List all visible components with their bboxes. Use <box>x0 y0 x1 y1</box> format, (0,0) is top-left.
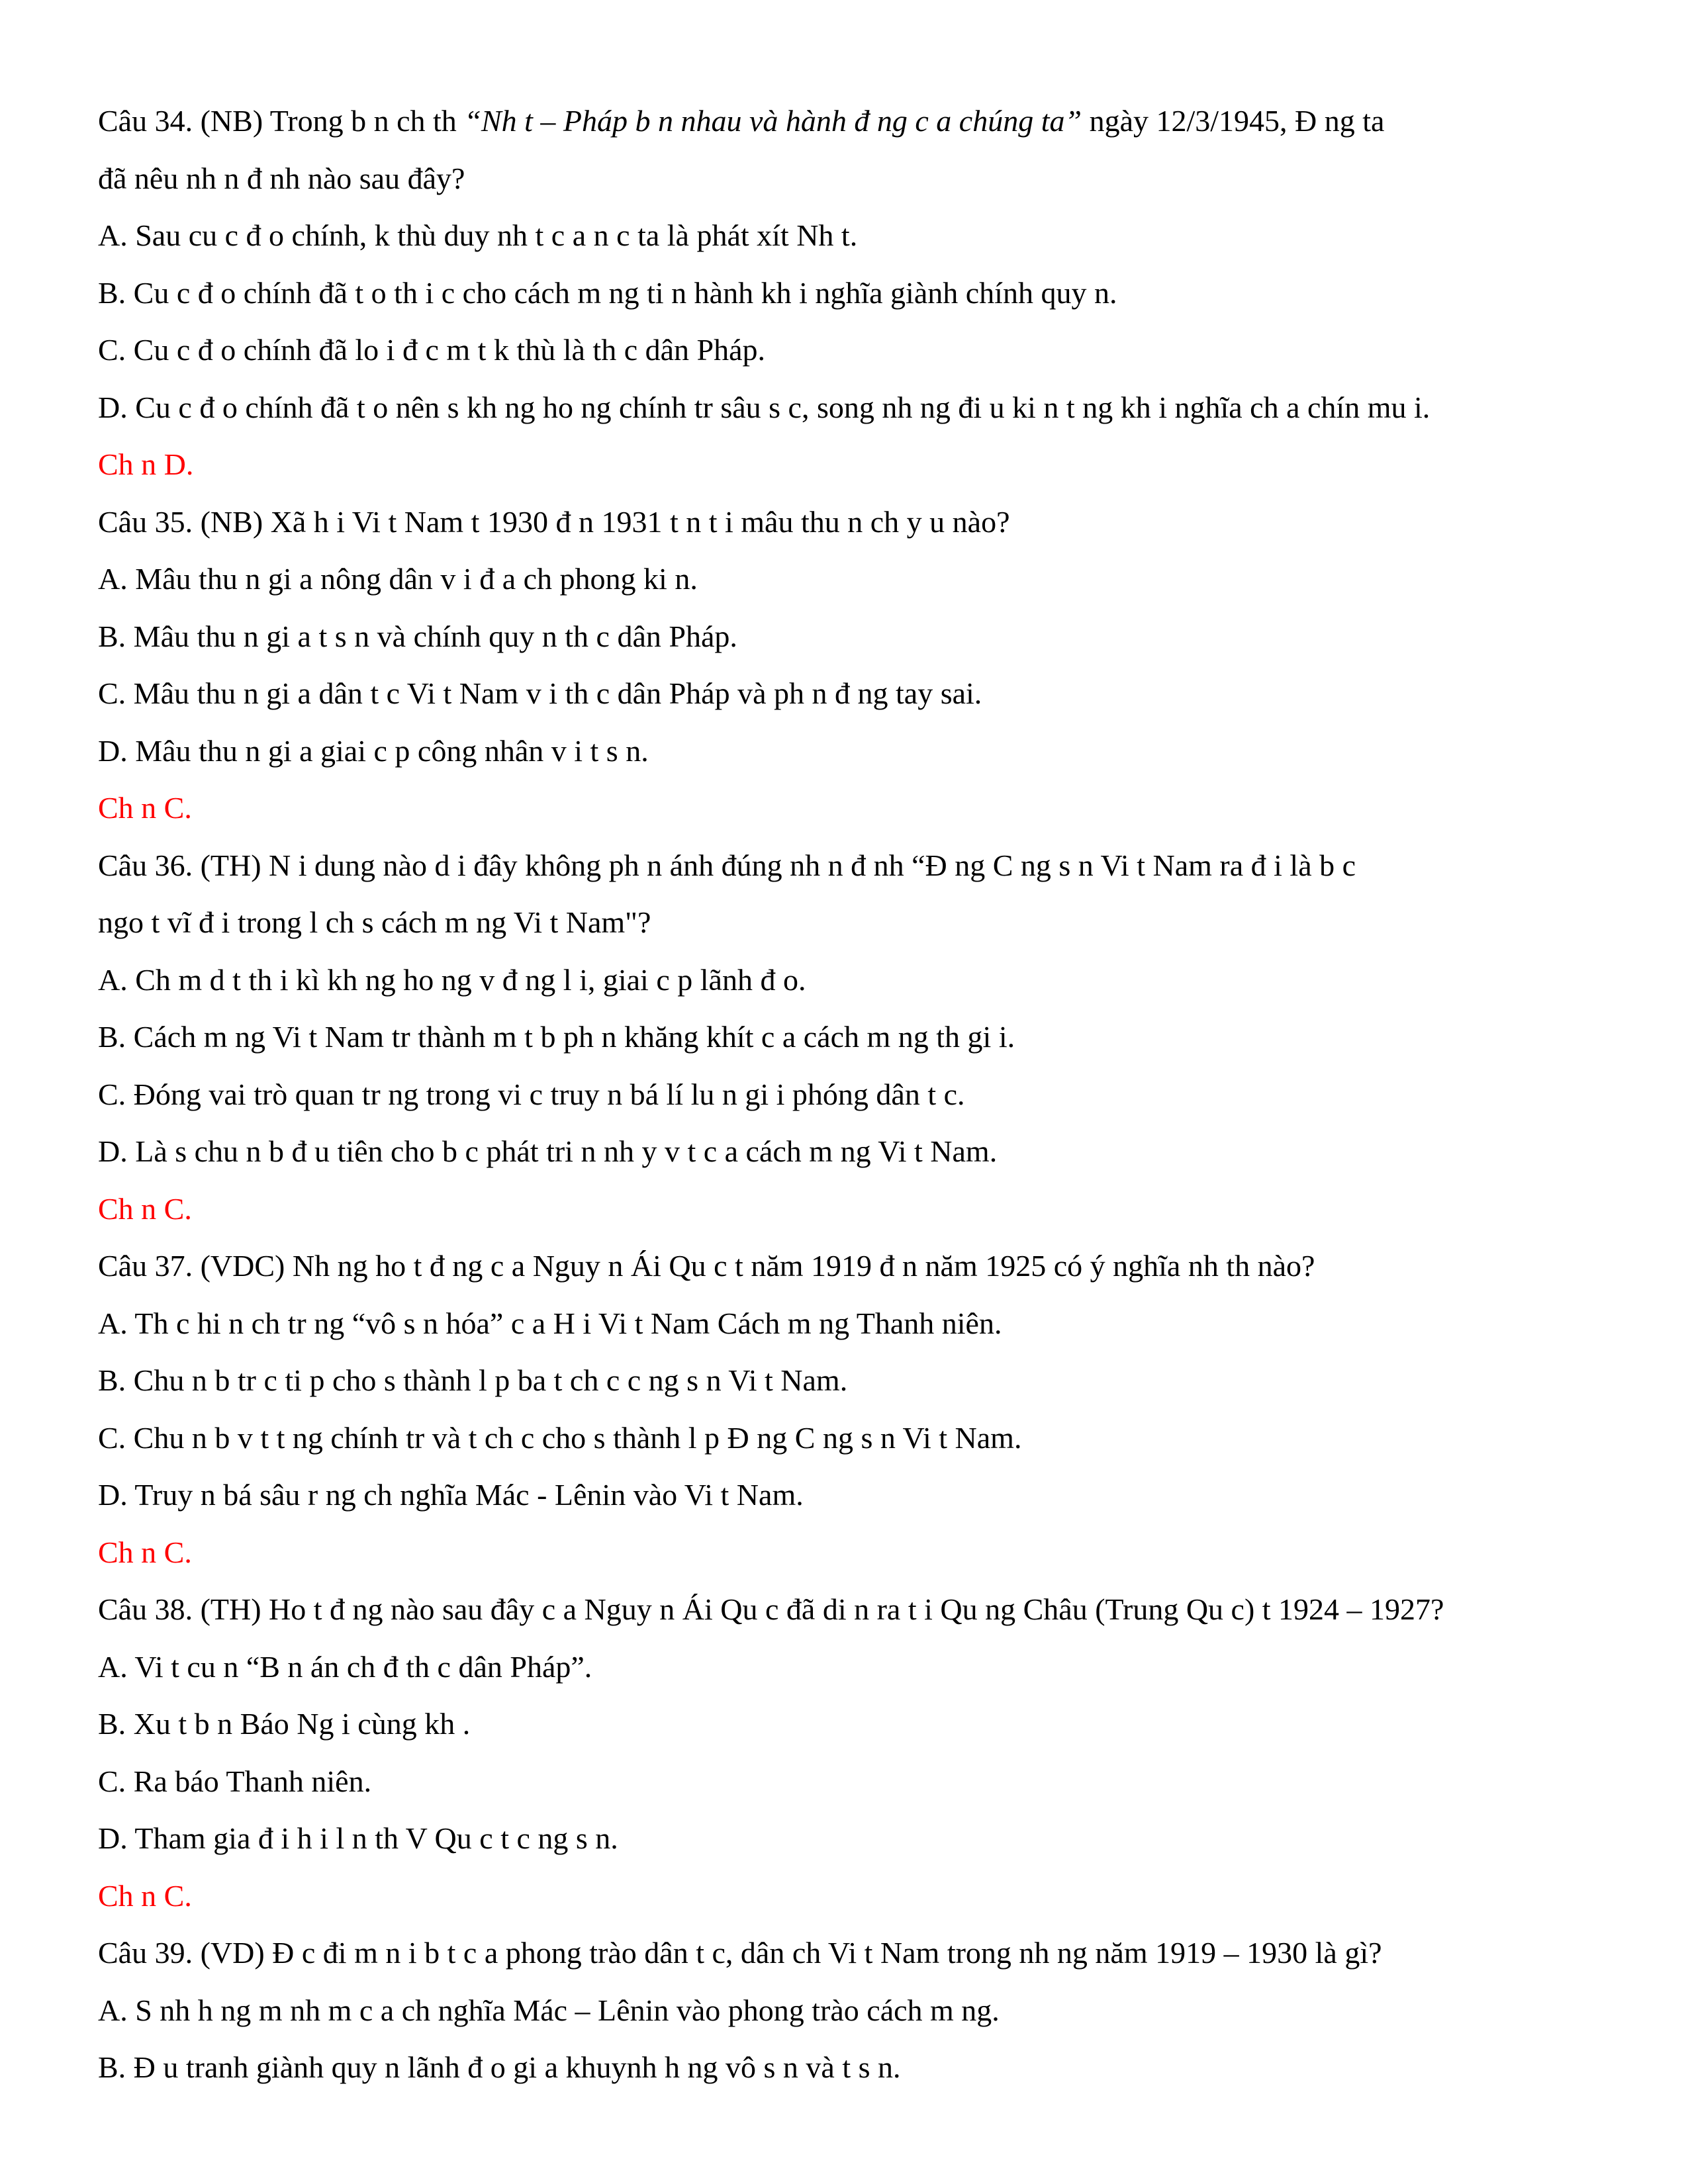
question-stem-line <box>98 93 1594 150</box>
answer-option: D. Tham gia đ i h i l n th V Qu c t c ng s n. <box>98 1821 618 1855</box>
answer-option: D. Mâu thu n gi a giai c p công nhân v i t s n. <box>98 733 649 768</box>
question-text: đã nêu nh n đ nh nào sau đây? <box>98 161 465 195</box>
answer-option: B. Xu t b n Báo Ng i cùng kh . <box>98 1707 471 1741</box>
quoted-title: “Nh t – Pháp b n nhau và hành đ ng c a chúng ta” <box>464 104 1082 138</box>
question-stem-line <box>98 1581 1594 1639</box>
answer-option: A. Th c hi n ch tr ng “vô s n hóa” c a H i Vi t Nam Cách m ng Thanh niên. <box>98 1306 1002 1340</box>
question-stem-line <box>98 1238 1594 1295</box>
question-stem-line <box>98 894 1594 952</box>
answer-option: C. Cu c đ o chính đã lo i đ c m t k thù là th c dân Pháp. <box>98 333 766 367</box>
answer-option: D. Truy n bá sâu r ng ch nghĩa Mác - Lênin vào Vi t Nam. <box>98 1478 804 1512</box>
answer-option: A. Sau cu c đ o chính, k thù duy nh t c a n c ta là phát xít Nh t. <box>98 218 858 252</box>
question-text: Câu 34. (NB) Trong b n ch th <box>98 104 465 138</box>
question-text: ngày 12/3/1945, Đ ng ta <box>1082 104 1385 138</box>
question-list <box>98 93 1594 2097</box>
question-block <box>98 494 1594 837</box>
answer-option: B. Đ u tranh giành quy n lãnh đ o gi a khuynh h ng vô s n và t s n. <box>98 2050 901 2084</box>
answer-option: A. S nh h ng m nh m c a ch nghĩa Mác – Lênin vào phong trào cách m ng. <box>98 1993 1000 2027</box>
question-stem-line <box>98 837 1594 895</box>
question-block <box>98 93 1594 494</box>
question-stem-line <box>98 494 1594 551</box>
answer-option: B. Cách m ng Vi t Nam tr thành m t b ph n khăng khít c a cách m ng th gi i. <box>98 1020 1015 1054</box>
question-text: Câu 38. (TH) Ho t đ ng nào sau đây c a Nguy n Ái Qu c đã di n ra t i Qu ng Châu (Trung Qu c) t 1924 – 1927? <box>98 1592 1444 1626</box>
correct-answer: Ch n C. <box>98 791 192 825</box>
answer-option: B. Chu n b tr c ti p cho s thành l p ba t ch c c ng s n Vi t Nam. <box>98 1363 848 1397</box>
question-block <box>98 1581 1594 1925</box>
answer-option: D. Là s chu n b đ u tiên cho b c phát tri n nh y v t c a cách m ng Vi t Nam. <box>98 1134 998 1168</box>
answer-option: A. Vi t cu n “B n án ch đ th c dân Pháp”. <box>98 1649 592 1684</box>
correct-answer: Ch n C. <box>98 1191 192 1226</box>
answer-option: B. Cu c đ o chính đã t o th i c cho cách m ng ti n hành kh i nghĩa giành chính quy n. <box>98 275 1117 310</box>
correct-answer: Ch n D. <box>98 447 194 481</box>
question-text: Câu 37. (VDC) Nh ng ho t đ ng c a Nguy n Ái Qu c t năm 1919 đ n năm 1925 có ý nghĩa nh th nào? <box>98 1249 1315 1283</box>
answer-option: C. Ra báo Thanh niên. <box>98 1764 372 1798</box>
correct-answer: Ch n C. <box>98 1535 192 1569</box>
answer-option: C. Mâu thu n gi a dân t c Vi t Nam v i th c dân Pháp và ph n đ ng tay sai. <box>98 676 982 710</box>
answer-option: A. Ch m d t th i kì kh ng ho ng v đ ng l i, giai c p lãnh đ o. <box>98 962 806 997</box>
question-block <box>98 1238 1594 1581</box>
question-text: Câu 35. (NB) Xã h i Vi t Nam t 1930 đ n 1931 t n t i mâu thu n ch y u nào? <box>98 504 1010 539</box>
answer-option: C. Chu n b v t t ng chính tr và t ch c cho s thành l p Đ ng C ng s n Vi t Nam. <box>98 1420 1022 1455</box>
question-text: Câu 39. (VD) Đ c đi m n i b t c a phong trào dân t c, dân ch Vi t Nam trong nh ng năm 1919 – 1930 là gì? <box>98 1936 1382 1970</box>
question-text: ngo t vĩ đ i trong l ch s cách m ng Vi t Nam"? <box>98 905 651 939</box>
question-text: Câu 36. (TH) N i dung nào d i đây không ph n ánh đúng nh n đ nh “Đ ng C ng s n Vi t Nam ra đ i là b c <box>98 848 1356 882</box>
correct-answer: Ch n C. <box>98 1878 192 1913</box>
answer-option: C. Đóng vai trò quan tr ng trong vi c truy n bá lí lu n gi i phóng dân t c. <box>98 1077 965 1111</box>
question-block <box>98 837 1594 1238</box>
question-block <box>98 1925 1594 2097</box>
answer-option: D. Cu c đ o chính đã t o nên s kh ng ho ng chính tr sâu s c, song nh ng đi u ki n t ng kh i nghĩa ch a chín mu i. <box>98 390 1430 424</box>
question-stem-line <box>98 1925 1594 1982</box>
question-stem-line <box>98 150 1594 208</box>
answer-option: B. Mâu thu n gi a t s n và chính quy n th c dân Pháp. <box>98 619 737 653</box>
answer-option: A. Mâu thu n gi a nông dân v i đ a ch phong ki n. <box>98 562 698 596</box>
